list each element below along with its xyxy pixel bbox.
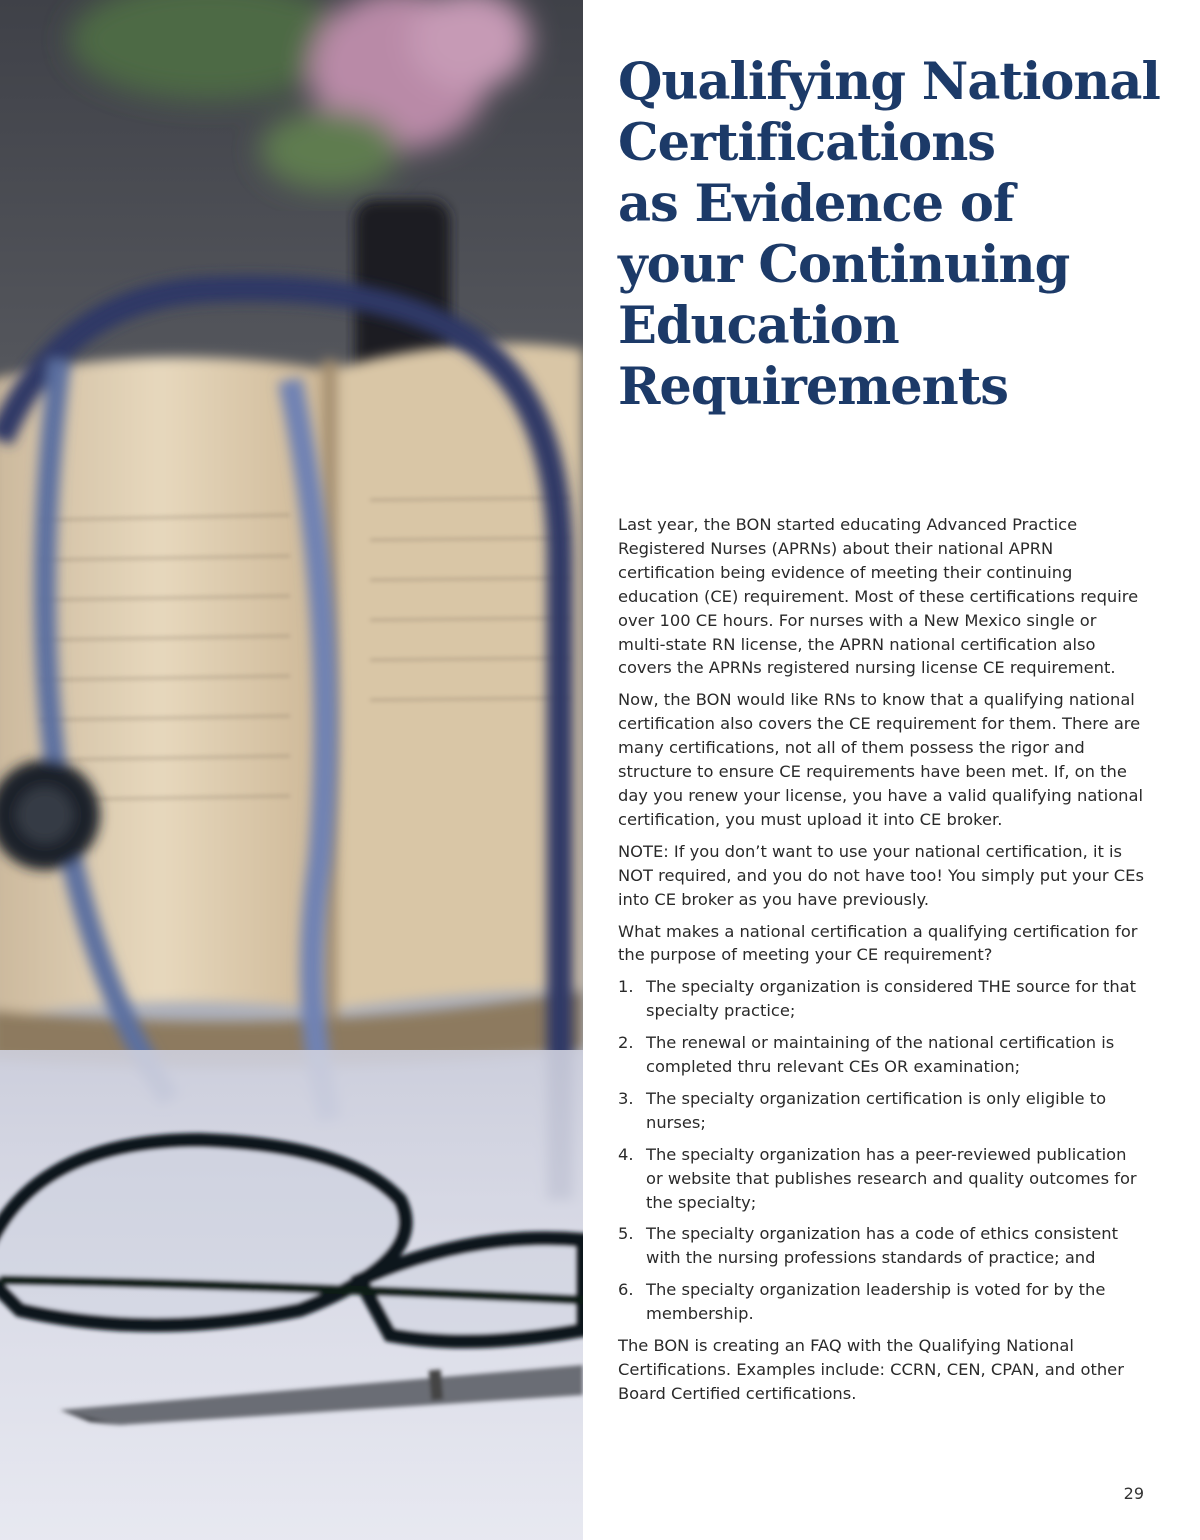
list-item-number: 1. <box>618 977 634 997</box>
paragraph: What makes a national certification a qualifying certification for the purpose of meeting your CE requirement? <box>618 921 1138 965</box>
list-item-number: 6. <box>618 1280 634 1300</box>
closing-paragraph: The BON is creating an FAQ with the Qualifying National Certifications. Examples include: CCRN, CEN, CPAN, and other Board Certified certifications. <box>618 1336 1124 1403</box>
title-line: your Continuing <box>618 235 1070 295</box>
list-item <box>618 1278 1148 1326</box>
list-item-number: 4. <box>618 1144 634 1164</box>
criteria-list <box>618 975 1148 1326</box>
title-line: Requirements <box>618 357 1009 417</box>
article-body <box>618 513 1148 1414</box>
article-title <box>618 52 1158 418</box>
list-item-text: The specialty organization has a peer-reviewed publication or website that publishes research and quality outcomes for the specialty; <box>646 1144 1137 1212</box>
list-item-number: 5. <box>618 1224 634 1244</box>
list-item-number: 3. <box>618 1088 634 1108</box>
list-item-text: The specialty organization is considered THE source for that specialty practice; <box>646 977 1137 1021</box>
paragraph: Last year, the BON started educating Advanced Practice Registered Nurses (APRNs) about their national APRN certification being evidence of meeting their continuing education (CE) requirement. Most of these certifications require over 100 CE hours. For nurses with a New Mexico single or multi-state RN license, the APRN national certification also covers the APRNs registered nursing license CE requirement. <box>618 515 1139 678</box>
list-item <box>618 975 1148 1023</box>
cover-photo <box>0 0 583 1540</box>
list-item-text: The specialty organization has a code of ethics consistent with the nursing professions standards of practice; and <box>646 1224 1118 1268</box>
list-item <box>618 1031 1148 1079</box>
page-number: 29 <box>1123 1484 1144 1503</box>
list-item <box>618 1143 1148 1215</box>
title-line: Certifications <box>618 113 995 173</box>
list-item-number: 2. <box>618 1033 634 1053</box>
list-item <box>618 1087 1148 1135</box>
list-item-text: The renewal or maintaining of the national certification is completed thru relevant CEs OR examination; <box>646 1033 1115 1077</box>
paragraph: Now, the BON would like RNs to know that a qualifying national certification also covers the CE requirement for them. There are many certifications, not all of them possess the rigor and structure to ensure CE requirements have been met. If, on the day you renew your license, you have a valid qualifying national certification, you must upload it into CE broker. <box>618 690 1143 829</box>
list-item-text: The specialty organization leadership is voted for by the membership. <box>646 1280 1106 1324</box>
title-line: as Evidence of <box>618 174 1014 234</box>
list-item-text: The specialty organization certification is only eligible to nurses; <box>646 1088 1107 1132</box>
note-paragraph: NOTE: If you don’t want to use your national certification, it is NOT required, and you do not have too! You simply put your CEs into CE broker as you have previously. <box>618 841 1144 909</box>
title-line: Education <box>618 296 899 356</box>
title-line: Qualifying National <box>618 52 1160 112</box>
list-item <box>618 1222 1148 1270</box>
